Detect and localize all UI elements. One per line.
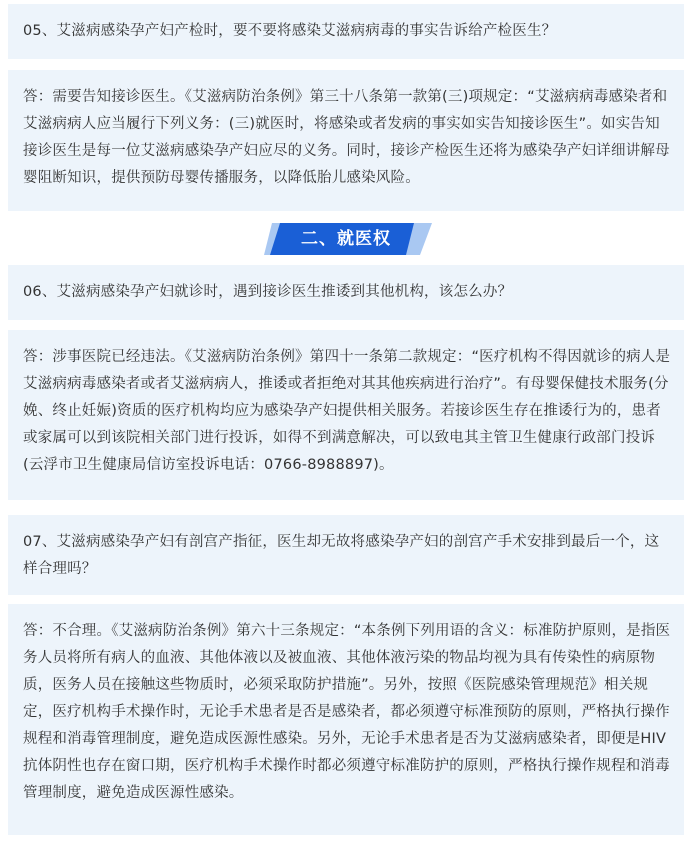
answer-05-text: 答：需要告知接诊医生。《艾滋病防治条例》第三十八条第一款第(三)项规定：“艾滋病病毒感染者和艾滋病病人应当履行下列义务：(三)就医时，将感染或者发病的事实如实告知接诊医生”。如实告知接诊医生是每一位艾滋病感染孕产妇应尽的义务。同时，接诊产检医生还将为感染孕产妇详细讲解母婴阻断知识，提供预防母婴传播服务，以降低胎儿感染风险。 — [23, 89, 670, 186]
question-07-text: 07、艾滋病感染孕产妇有剖宫产指征，医生却无故将感染孕产妇的剖宫产手术安排到最后一个，这样合理吗？ — [23, 534, 660, 577]
question-06-box — [8, 265, 684, 320]
question-06-text: 06、艾滋病感染孕产妇就诊时，遇到接诊医生推诿到其他机构，该怎么办？ — [23, 284, 513, 300]
answer-06-text: 答：涉事医院已经违法。《艾滋病防治条例》第四十一条第二款规定：“医疗机构不得因就诊的病人是艾滋病病毒感染者或者艾滋病病人，推诿或者拒绝对其其他疾病进行治疗”。有母婴保健技术服务(分娩、终止妊娠)资质的医疗机构均应为感染孕产妇提供相关服务。若接诊医生存在推诿行为的，患者或家属可以到该院相关部门进行投诉，如得不到满意解决，可以致电其主管卫生健康行政部门投诉(云浮市卫生健康局信访室投诉电话：0766-8988897)。 — [23, 349, 671, 473]
question-05-text: 05、艾滋病感染孕产妇产检时，要不要将感染艾滋病病毒的事实告诉给产检医生？ — [23, 23, 557, 39]
question-07-box — [8, 515, 684, 595]
answer-07-text: 答：不合理。《艾滋病防治条例》第六十三条规定：“本条例下列用语的含义：标准防护原则，是指医务人员将所有病人的血液、其他体液以及被血液、其他体液污染的物品均视为具有传染性的病原物质，医务人员在接触这些物质时，必须采取防护措施”。另外，按照《医院感染管理规范》相关规定，医疗机构手术操作时，无论手术患者是否是感染者，都必须遵守标准预防的原则，严格执行操作规程和消毒管理制度，避免造成医源性感染。另外，无论手术患者是否为艾滋病感染者，即便是HIV抗体阴性也存在窗口期，医疗机构手术操作时都必须遵守标准防护的原则，严格执行操作规程和消毒管理制度，避免造成医源性感染。 — [23, 623, 671, 801]
question-05-box — [8, 4, 684, 59]
section-heading-2-label: 二、就医权 — [301, 229, 391, 249]
answer-06-box — [8, 330, 684, 500]
answer-07-box — [8, 604, 684, 835]
section-heading-2 — [0, 218, 692, 260]
answer-05-box — [8, 70, 684, 211]
